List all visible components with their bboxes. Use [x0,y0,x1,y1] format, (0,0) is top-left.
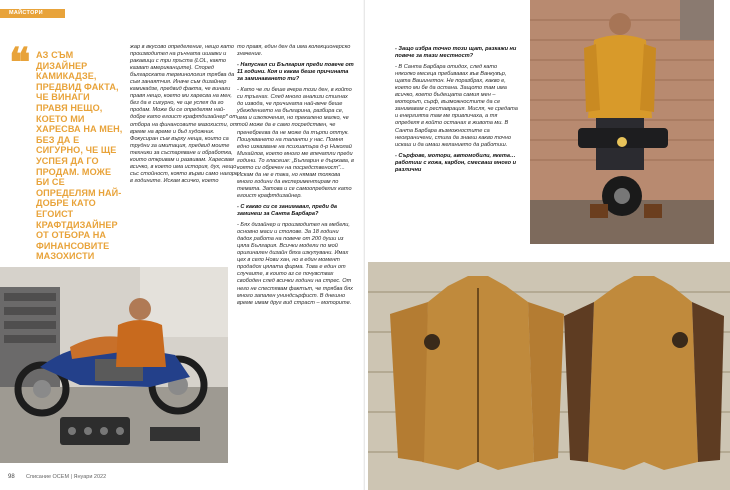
page-number: 98 [8,474,15,480]
workshop-photo-illustration [0,267,228,463]
section-tag: МАЙСТОРИ [0,9,65,18]
article-column-2 [237,44,355,311]
interview-question: - Сърфове, мотори, автомобили, якета… работиш с кожа, карбон, смесваш много и различни [395,152,517,173]
interview-question: - С какво си се занимавал, преди да заминеш за Санта Барбара? [237,203,338,218]
rider-photo-illustration [530,0,714,244]
rider-photo [530,0,714,244]
article-column-3 [395,46,519,178]
paragraph: - Като че ли беше вчера този ден, в който си тръгнах. След много анализи стигнах до извода, че причината най-вече беше убеждението на българина, разбира се, има и изключения, но прекалено малко, че той може да е само посредствен, че пренебрегва да не може да търпи оттук. Пошукването на таланти у нас. Помня едно изказване на психиатъра д-р Николай Михайлов, което много ме впечатли преди години. То гласеше: „Българин е държава, в която си обречен на посредственост"... Искам да не е така, но нямам толкова много години да експериментирам по темата. Затова и се самоопределих като егоист крафтдизайнер. [237,87,354,199]
interview-question: - Напуснал си България преди повече от 11 години. Коя и каква беше причината за заминаването ти? [237,62,354,83]
paragraph: жар в вкусово определение, нещо като производител на ръчната ишавки и ракавици с три пръста (LOL, както казват американците). Според българската терминология трябва да съм занаятчия. Иначе съм дизайнер камикадзе, предвид факта, че винаги правя нещо, което ми харесва на мен, без да е сигурно, че ще успея да го продам. Може би се определям най-добре като егоист крафтдизайнер* от отбора на финансовите мазохисти, от време на време и бъд художник. Фокусиран съм върху неща, които са трудни за имитация, предвид моите техники за състаряване и обработка, които откривам и развивам. Харесвам всичко, в което има история, дух, нещо със стойност, която върви само нагоре в годините. Искам всичко, което [130,44,239,184]
paragraph: то правя, един ден да има колекционерско значение. [237,44,351,58]
jackets-photo-illustration [368,262,730,490]
jackets-photo [368,262,730,490]
article-column-1 [130,44,240,189]
paragraph: - Бях дизайнер и производител на мебели, основно маси и столове. За 18 години дадох работа на повече от 200 души из цяла България. Всички модели по мой оригинален дизайн бяха изкупувани. Имах цех в село Нови хан, но в един момент продадох цялата фирма. Това е един от случаите, в които аз се почувствах свободен след всички години на стрес. От него не спестявам фактът, че трябва бях много запален униндсърфист. В днешно време имам друг вид страст – моторите. [237,222,353,306]
paragraph: - В Санта Барбара отидох, след като няколко месеца пребивавах във Ванкувър, щата Вашингтон. Не поразбрах, какво е, което ми бе да остана. Защото там има всичко, което бъдещата самия мен – моторът, сърф, възможностите да се занимавам с реставрация. Мисля, че средата и енергията там ме привличаха, а тя определя в който останах в живота ми. В Санта Барбара възможностите са неограничени, стига да знаеш какво точно искаш и да имаш желанието да работиш. [395,64,518,148]
interview-question: - Защо избра точно този щат, разкажи ни повече за тази местност? [395,46,517,60]
pullquote: АЗ СЪМ ДИЗАЙНЕР КАМИКАДЗЕ, ПРЕДВИД ФАКТА, ЧЕ ВИНАГИ ПРАВЯ НЕЩО, КОЕТО МИ ХАРЕСВА НА МЕН, БЕЗ ДА Е СИГУРНО, ЧЕ ЩЕ УСПЕЯ ДА ГО ПРОДАМ. МОЖЕ БИ СЕ ОПРЕДЕЛЯМ НАЙ-ДОБРЕ КАТО ЕГОИСТ КРАФТДИЗАЙНЕР ОТ ОТБОРА НА ФИНАНСОВИТЕ МАЗОХИСТИ [36,50,123,262]
magazine-credit: Списание ОСЕМ | Януари 2022 [26,474,107,480]
quote-mark-icon: ❝ [9,39,31,86]
workshop-photo [0,267,228,463]
